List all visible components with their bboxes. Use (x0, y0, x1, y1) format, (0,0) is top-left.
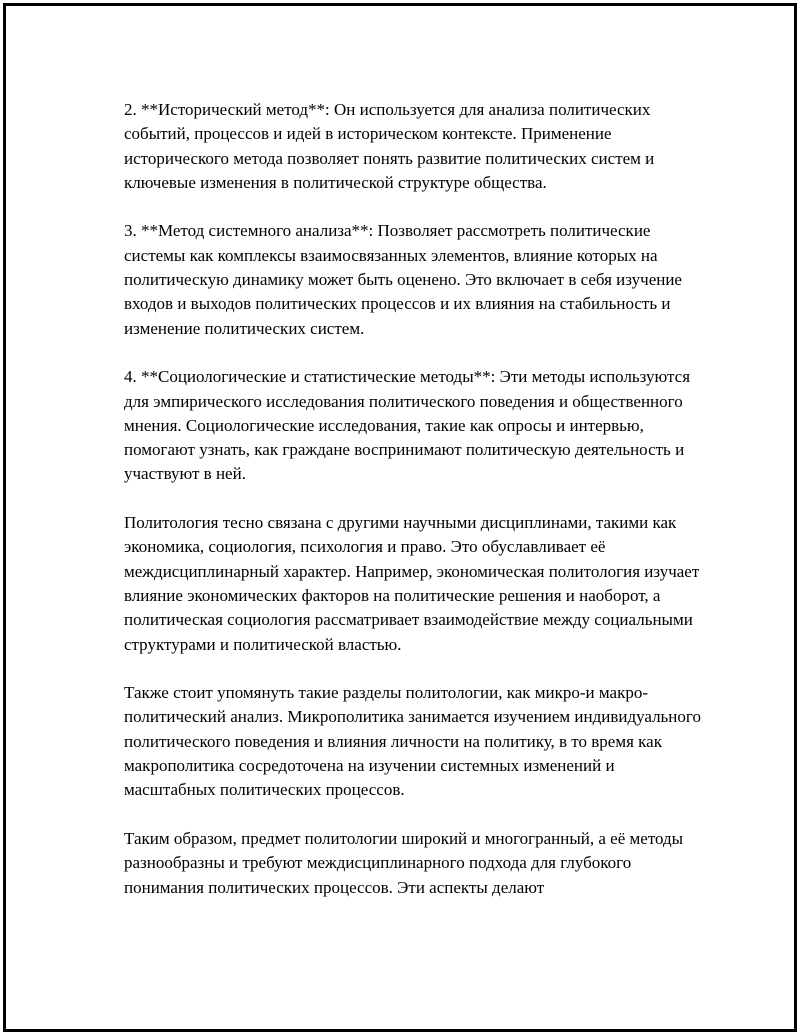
paragraph-conclusion: Таким образом, предмет политологии широкий и многогранный, а её методы разнообразны и требуют междисциплинарного подхода для глубокого понимания политических процессов. Эти аспекты делают (124, 828, 684, 897)
paragraph-interdisciplinary: Политология тесно связана с другими научными дисциплинами, такими как экономика, социология, психология и право. Это обуславливает её междисциплинарный характер. Например, экономическая политология изучает влияние экономических факторов на политические решения и наоборот, а политическая социология рассматривает взаимодействие между социальными структурами и политической властью. (124, 513, 700, 654)
page-frame (3, 3, 797, 1032)
document-body (124, 98, 704, 900)
paragraph-micro-macro-analysis: Также стоит упомянуть такие разделы политологии, как микро-и макро-политический анализ. Микрополитика занимается изучением индивидуального политического поведения и влияния личности на политику, в то время как макрополитика сосредоточена на изучении системных изменений и масштабных политических процессов. (124, 683, 701, 800)
paragraph-sociological-methods: 4. **Социологические и статистические методы**: Эти методы используются для эмпирического исследования политического поведения и общественного мнения. Социологические исследования, такие как опросы и интервью, помогают узнать, как граждане воспринимают политическую деятельность и участвуют в ней. (124, 367, 691, 484)
paragraph-historical-method: 2. **Исторический метод**: Он используется для анализа политических событий, процессов и идей в историческом контексте. Применение исторического метода позволяет понять развитие политических систем и ключевые изменения в политической структуре общества. (124, 100, 655, 192)
paragraph-system-analysis-method: 3. **Метод системного анализа**: Позволяет рассмотреть политические системы как комплексы взаимосвязанных элементов, влияние которых на политическую динамику может быть оценено. Это включает в себя изучение входов и выходов политических процессов и их влияния на стабильность и изменение политических систем. (124, 221, 682, 338)
